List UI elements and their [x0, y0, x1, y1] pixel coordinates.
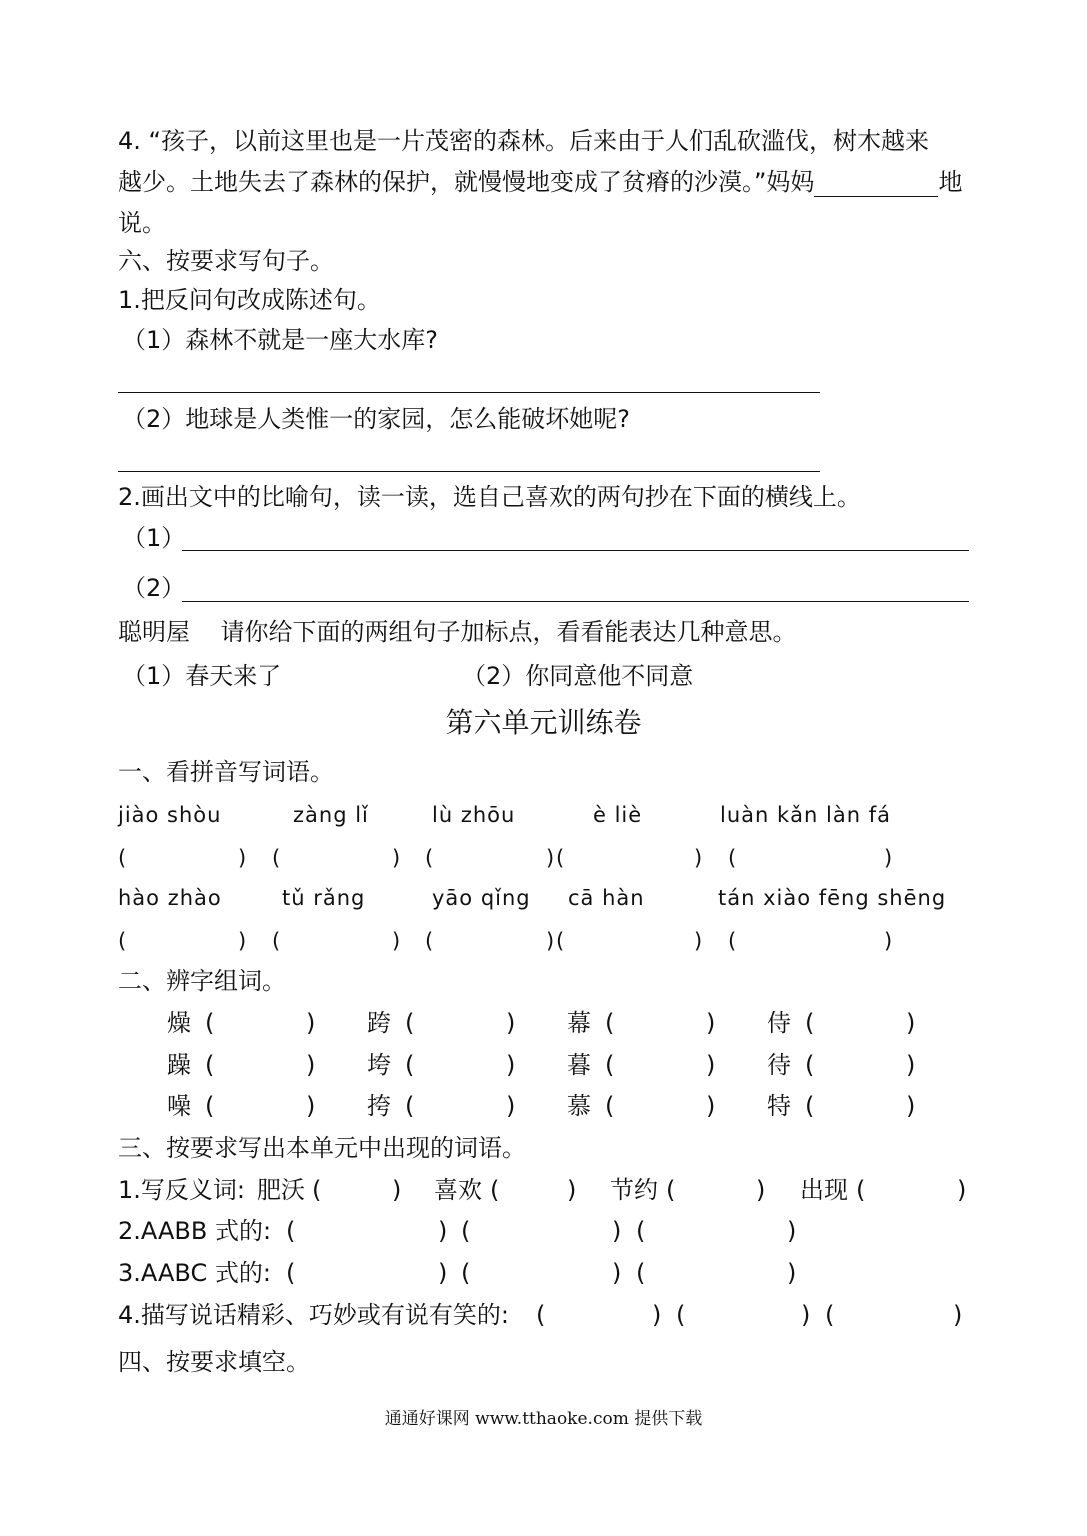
pinyin: tǔ rǎng — [282, 886, 366, 910]
footer-credit: 通通好课网 www.tthaoke.com 提供下载 — [384, 1409, 703, 1429]
q4-line-2-end: 地 — [938, 168, 963, 196]
paren-open: ( — [405, 1092, 415, 1120]
paren-close: ) — [906, 1051, 916, 1079]
paren-open: ( — [312, 1176, 322, 1204]
paren-close: ) — [756, 1176, 766, 1204]
char: 侍 — [767, 1009, 791, 1037]
paren-open: ( — [205, 1092, 215, 1120]
pinyin: luàn kǎn làn fá — [720, 803, 891, 827]
paren-open: ( — [536, 1301, 546, 1329]
paren-close: ) — [906, 1092, 916, 1120]
pinyin: hào zhào — [118, 886, 222, 910]
paren-open: ( — [118, 929, 127, 953]
paren-close: ) — [787, 1217, 797, 1245]
p3-q1-label: 1.写反义词: — [118, 1176, 245, 1204]
paren-open: ( — [461, 1259, 471, 1287]
part-4-heading: 四、按要求填空。 — [118, 1348, 310, 1376]
char: 垮 — [367, 1051, 391, 1079]
smart-house-item-1: （1）春天来了 — [122, 662, 282, 690]
antonym-word: 喜欢 — [434, 1176, 482, 1204]
pinyin: zàng lǐ — [293, 803, 369, 827]
paren-close: ) — [953, 1301, 963, 1329]
paren-open: ( — [676, 1301, 686, 1329]
q4-line-2 — [118, 167, 962, 197]
paren-close: ) — [906, 1009, 916, 1037]
char: 待 — [767, 1051, 791, 1079]
paren-open: ( — [666, 1176, 676, 1204]
paren-open: ( — [805, 1009, 815, 1037]
pinyin: è liè — [593, 803, 643, 827]
paren-close: ) — [392, 1176, 402, 1204]
paren-open: ( — [461, 1217, 471, 1245]
char: 跨 — [367, 1009, 391, 1037]
paren-open: ( — [825, 1301, 835, 1329]
part-3-heading: 三、按要求写出本单元中出现的词语。 — [118, 1134, 526, 1162]
antonym-word: 肥沃 — [257, 1176, 305, 1204]
paren-open: ( — [728, 929, 737, 953]
pinyin: cā hàn — [568, 886, 645, 910]
q4-answer-blank[interactable] — [814, 168, 938, 197]
p3-q4-label: 4.描写说话精彩、巧妙或有说有笑的: — [118, 1301, 509, 1329]
paren-open: ( — [286, 1259, 296, 1287]
char: 特 — [767, 1092, 791, 1120]
p3-q2-label: 2.AABB 式的: — [118, 1217, 272, 1245]
paren-open: ( — [205, 1009, 215, 1037]
char: 暮 — [567, 1051, 591, 1079]
paren-close: ) — [506, 1092, 516, 1120]
paren-close: ) — [306, 1092, 316, 1120]
part-1-heading: 一、看拼音写词语。 — [118, 758, 334, 786]
pinyin: lù zhōu — [432, 803, 516, 827]
pinyin: yāo qǐng — [432, 886, 531, 910]
paren-open: ( — [118, 846, 127, 870]
paren-close: ) — [612, 1259, 622, 1287]
smart-house-item-2: （2）你同意他不同意 — [462, 662, 694, 690]
char: 挎 — [367, 1092, 391, 1120]
s6-q2-b: （2） — [122, 574, 186, 602]
paren-close: ) — [787, 1259, 797, 1287]
char: 噪 — [167, 1092, 191, 1120]
paren-open: ( — [636, 1259, 646, 1287]
paren-close: ) — [306, 1009, 316, 1037]
s6-q1-a: （1）森林不就是一座大水库? — [122, 326, 439, 354]
char: 幕 — [567, 1009, 591, 1037]
paren-close: ) — [706, 1051, 716, 1079]
s6-q2-a-answer-line[interactable] — [182, 550, 969, 551]
paren-close: ) — [438, 1259, 448, 1287]
paren-close: ) — [801, 1301, 811, 1329]
paren-close: ) — [438, 1217, 448, 1245]
smart-house-line: 聪明屋 请你给下面的两组句子加标点，看看能表达几种意思。 — [118, 618, 797, 646]
paren-open: ( — [556, 846, 565, 870]
paren-open: ( — [636, 1217, 646, 1245]
paren-close: ) — [546, 929, 555, 953]
paren-open: ( — [556, 929, 565, 953]
paren-open: ( — [605, 1009, 615, 1037]
paren-open: ( — [425, 929, 434, 953]
paren-close: ) — [567, 1176, 577, 1204]
paren-close: ) — [546, 846, 555, 870]
char: 燥 — [167, 1009, 191, 1037]
paren-close: ) — [392, 846, 401, 870]
p3-q3-label: 3.AABC 式的: — [118, 1259, 271, 1287]
part-2-heading: 二、辨字组词。 — [118, 967, 286, 995]
paren-close: ) — [706, 1092, 716, 1120]
s6-q2-b-answer-line[interactable] — [182, 601, 969, 602]
paren-open: ( — [605, 1051, 615, 1079]
paren-open: ( — [805, 1092, 815, 1120]
s6-q1-a-answer-line[interactable] — [118, 392, 820, 393]
section-6-heading: 六、按要求写句子。 — [118, 247, 334, 275]
paren-open: ( — [728, 846, 737, 870]
paren-close: ) — [238, 929, 247, 953]
s6-q1-b: （2）地球是人类惟一的家园，怎么能破坏她呢? — [122, 405, 631, 433]
q4-line-3: 说。 — [118, 209, 166, 237]
paren-open: ( — [425, 846, 434, 870]
paren-close: ) — [506, 1051, 516, 1079]
paren-close: ) — [706, 1009, 716, 1037]
q4-line-2-text: 越少。土地失去了森林的保护，就慢慢地变成了贫瘠的沙漠。”妈妈 — [118, 168, 815, 196]
paren-open: ( — [805, 1051, 815, 1079]
paren-open: ( — [272, 929, 281, 953]
q4-line-1: 4. “孩子，以前这里也是一片茂密的森林。后来由于人们乱砍滥伐，树木越来 — [118, 127, 929, 155]
paren-close: ) — [884, 846, 893, 870]
s6-q1-b-answer-line[interactable] — [118, 471, 820, 472]
paren-close: ) — [957, 1176, 967, 1204]
paren-close: ) — [238, 846, 247, 870]
paren-open: ( — [405, 1009, 415, 1037]
paren-close: ) — [306, 1051, 316, 1079]
paren-close: ) — [506, 1009, 516, 1037]
s6-q2-a: （1） — [122, 524, 186, 552]
antonym-word: 节约 — [610, 1176, 658, 1204]
paren-open: ( — [856, 1176, 866, 1204]
s6-q1: 1.把反问句改成陈述句。 — [118, 286, 381, 314]
paren-open: ( — [605, 1092, 615, 1120]
paren-close: ) — [392, 929, 401, 953]
paren-close: ) — [612, 1217, 622, 1245]
paren-close: ) — [884, 929, 893, 953]
paren-close: ) — [694, 846, 703, 870]
unit-6-title: 第六单元训练卷 — [445, 706, 642, 739]
pinyin: tán xiào fēng shēng — [718, 886, 947, 910]
paren-close: ) — [694, 929, 703, 953]
s6-q2: 2.画出文中的比喻句，读一读，选自己喜欢的两句抄在下面的横线上。 — [118, 483, 861, 511]
char: 慕 — [567, 1092, 591, 1120]
antonym-word: 出现 — [800, 1176, 848, 1204]
pinyin: jiào shòu — [118, 803, 222, 827]
paren-close: ) — [652, 1301, 662, 1329]
paren-open: ( — [205, 1051, 215, 1079]
paren-open: ( — [286, 1217, 296, 1245]
char: 躁 — [167, 1051, 191, 1079]
paren-open: ( — [490, 1176, 500, 1204]
paren-open: ( — [272, 846, 281, 870]
paren-open: ( — [405, 1051, 415, 1079]
